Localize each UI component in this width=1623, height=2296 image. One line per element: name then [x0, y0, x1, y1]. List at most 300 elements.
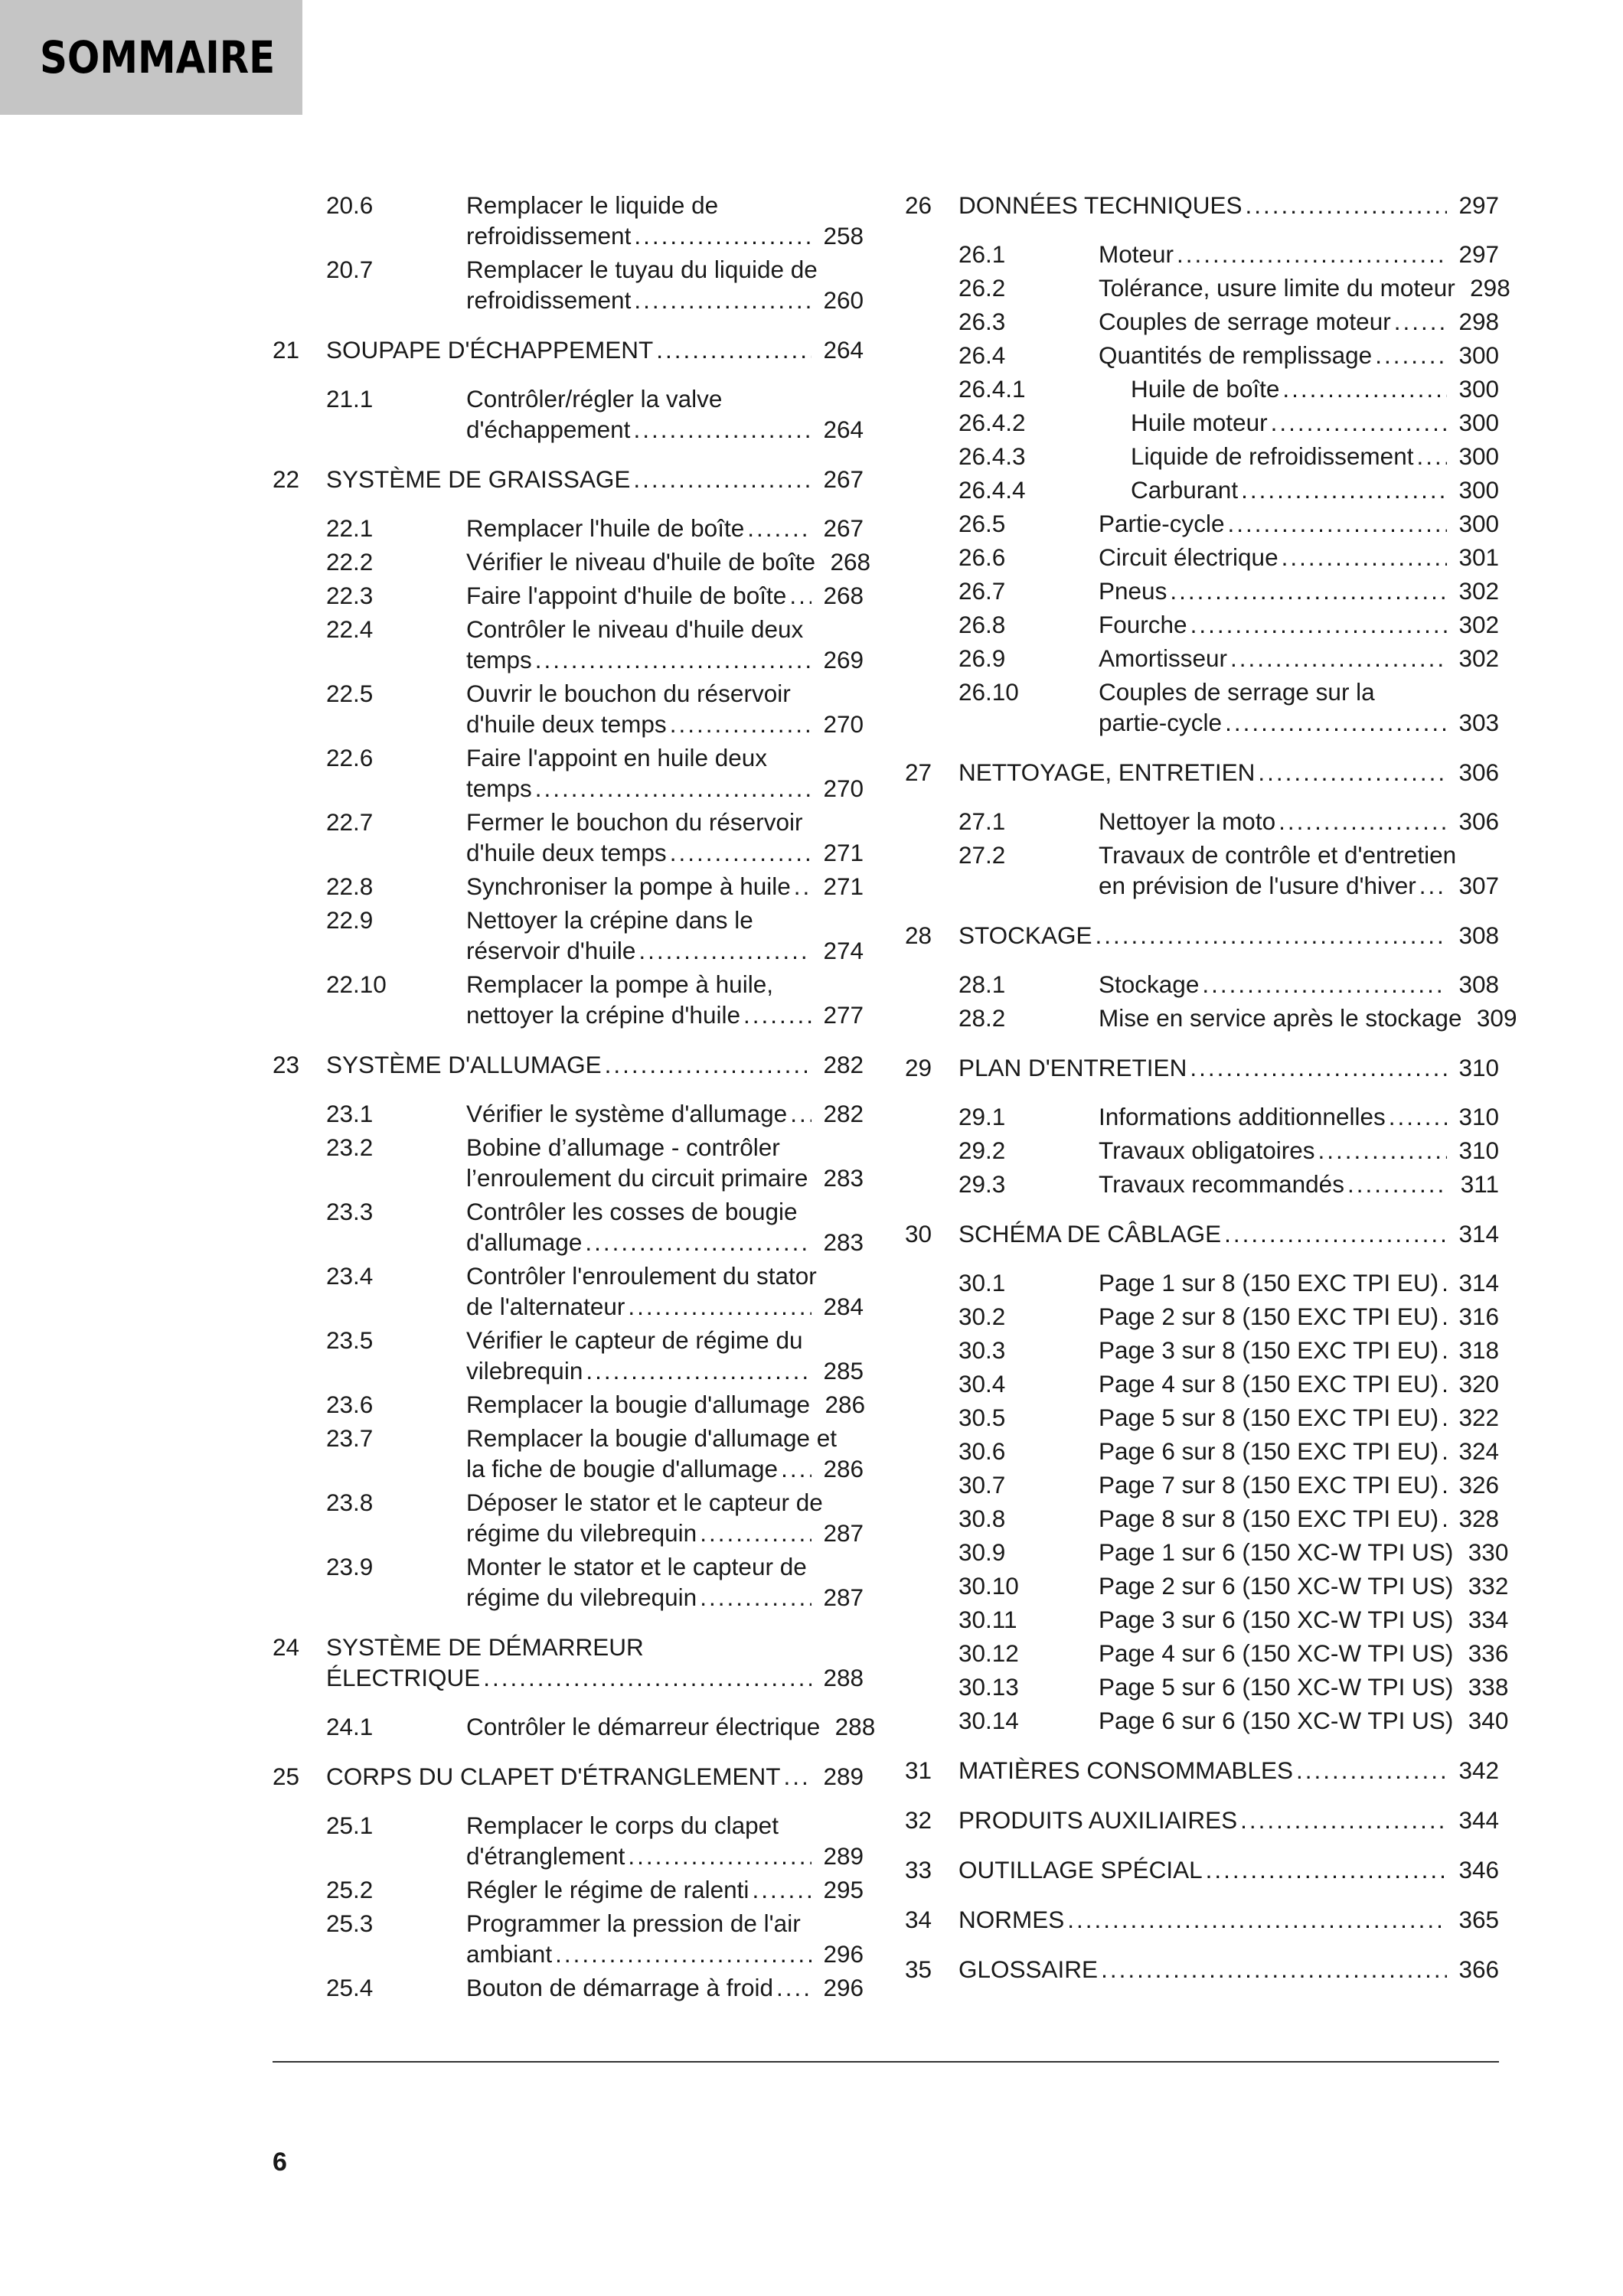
toc-number: 23.2 [326, 1133, 374, 1161]
toc-title-line: Remplacer le corps du clapet [466, 1812, 779, 1839]
toc-number: 22.3 [326, 582, 374, 609]
toc-number: 27.2 [958, 841, 1006, 869]
toc-page-number: 344 [1458, 1806, 1499, 1834]
toc-text [1099, 441, 1499, 471]
toc-title-line: Déposer le stator et le capteur de [466, 1489, 823, 1516]
dot-leader [605, 1049, 812, 1080]
toc-title-line: Page 1 sur 8 (150 EXC TPI EU) [1099, 1269, 1439, 1296]
toc-number: 22.1 [326, 514, 374, 542]
dot-leader [1190, 609, 1447, 640]
toc-text [1099, 1604, 1509, 1635]
toc-entry[interactable] [958, 1135, 1499, 1166]
toc-page-number: 297 [1458, 240, 1499, 268]
toc-entry[interactable] [958, 272, 1510, 303]
toc-number: 30.8 [958, 1505, 1006, 1532]
toc-column-right [905, 190, 1517, 2003]
toc-entry[interactable] [958, 1402, 1499, 1433]
toc-number: 27.1 [958, 807, 1006, 835]
toc-page-number: 267 [823, 465, 864, 493]
toc-title-line: Couples de serrage moteur [1099, 308, 1391, 335]
toc-entry[interactable] [326, 1874, 864, 1905]
toc-entry[interactable] [958, 1169, 1499, 1199]
toc-page-number: 258 [823, 222, 864, 249]
toc-entry[interactable] [326, 1098, 864, 1129]
toc-entry[interactable] [958, 1537, 1509, 1567]
toc-title-line: Contrôler le démarreur électrique [466, 1713, 821, 1740]
toc-entry[interactable] [326, 580, 864, 611]
toc-entry[interactable] [958, 508, 1499, 539]
toc-text [466, 905, 864, 966]
dot-leader [1347, 1169, 1447, 1199]
toc-title-line: MATIÈRES CONSOMMABLES [958, 1756, 1293, 1784]
toc-text [466, 1972, 864, 2003]
toc-entry[interactable] [958, 373, 1499, 404]
toc-entry[interactable] [958, 1503, 1499, 1534]
toc-page-number: 289 [823, 1763, 864, 1790]
toc-entry[interactable] [958, 239, 1499, 269]
toc-entry[interactable] [958, 475, 1499, 505]
toc-entry[interactable] [958, 806, 1499, 837]
toc-entry[interactable] [326, 871, 864, 902]
toc-number: 22.2 [326, 548, 374, 576]
toc-text [958, 1755, 1499, 1786]
toc-page-number: 271 [823, 872, 864, 900]
toc-number: 27 [905, 758, 932, 786]
toc-number: 22.4 [326, 615, 374, 643]
toc-number: 20.6 [326, 191, 374, 219]
toc-entry[interactable] [958, 969, 1499, 1000]
toc-page-number: 267 [823, 514, 864, 542]
toc-entry[interactable] [326, 1810, 864, 1871]
toc-chapter[interactable] [905, 1805, 1499, 1835]
toc-number: 29.3 [958, 1170, 1006, 1198]
dot-leader [633, 414, 812, 445]
toc-text [466, 1551, 864, 1613]
toc-text [958, 1954, 1499, 1985]
toc-entry[interactable] [958, 1003, 1517, 1033]
toc-chapter[interactable] [905, 1904, 1499, 1935]
toc-title-line: Nettoyer la crépine dans le [466, 906, 753, 934]
toc-page-number: 328 [1458, 1505, 1499, 1532]
toc-number: 31 [905, 1756, 932, 1784]
toc-page-number: 316 [1458, 1303, 1499, 1330]
toc-number: 26.1 [958, 240, 1006, 268]
toc-title-line: SYSTÈME DE GRAISSAGE [326, 465, 631, 493]
toc-chapter[interactable] [905, 1218, 1499, 1249]
toc-entry[interactable] [958, 609, 1499, 640]
toc-entry[interactable] [958, 1301, 1499, 1332]
dot-leader [1419, 870, 1447, 901]
dot-leader [776, 1972, 812, 2003]
toc-page-number: 288 [823, 1664, 864, 1691]
toc-number: 24 [273, 1633, 300, 1661]
toc-number: 25 [273, 1763, 300, 1790]
dot-leader [1177, 239, 1447, 269]
toc-number: 21 [273, 336, 300, 364]
toc-page-number: 289 [823, 1842, 864, 1870]
toc-text [1099, 306, 1499, 337]
toc-text [466, 1711, 876, 1742]
toc-title-line: Bobine d’allumage - contrôler [466, 1133, 780, 1161]
toc-number: 30.14 [958, 1707, 1019, 1734]
toc-chapter[interactable] [905, 190, 1499, 220]
toc-title-line: d'allumage [466, 1228, 583, 1256]
toc-title-line: NETTOYAGE, ENTRETIEN [958, 758, 1256, 786]
toc-title-line: refroidissement [466, 222, 632, 249]
toc-text [1099, 272, 1510, 303]
toc-entry[interactable] [958, 576, 1499, 606]
toc-page-number: 277 [823, 1001, 864, 1029]
toc-page-number: 310 [1458, 1137, 1499, 1164]
toc-entry[interactable] [958, 1436, 1499, 1466]
toc-number: 25.2 [326, 1876, 374, 1903]
toc-page-number: 295 [823, 1876, 864, 1903]
dot-leader [784, 1761, 812, 1792]
toc-entry[interactable] [326, 546, 871, 577]
toc-number: 32 [905, 1806, 932, 1834]
toc-title-line: Amortisseur [1099, 644, 1228, 672]
toc-entry[interactable] [326, 1423, 864, 1484]
toc-title-line: refroidissement [466, 286, 632, 314]
toc-page-number: 301 [1458, 543, 1499, 571]
toc-number: 34 [905, 1906, 932, 1933]
toc-page-number: 271 [823, 839, 864, 866]
toc-page-number: 320 [1458, 1370, 1499, 1397]
toc-number: 26.7 [958, 577, 1006, 605]
toc-page-number: 260 [823, 286, 864, 314]
toc-entry[interactable] [958, 407, 1499, 438]
dot-leader [1095, 920, 1447, 951]
toc-entry[interactable] [326, 1711, 876, 1742]
toc-entry[interactable] [958, 542, 1499, 572]
page-title: SOMMAIRE [40, 31, 276, 83]
toc-number: 22.5 [326, 680, 374, 707]
toc-entry[interactable] [326, 1132, 864, 1193]
toc-number: 23.1 [326, 1100, 374, 1127]
toc-page-number: 298 [1458, 308, 1499, 335]
toc-page-number: 303 [1458, 709, 1499, 736]
toc-page-number: 310 [1458, 1103, 1499, 1130]
dot-leader [1190, 1052, 1447, 1083]
toc-chapter[interactable] [905, 1052, 1499, 1083]
toc-entry[interactable] [958, 1469, 1499, 1500]
toc-text [1099, 340, 1499, 370]
toc-entry[interactable] [326, 678, 864, 739]
toc-chapter[interactable] [273, 1049, 864, 1080]
toc-entry[interactable] [326, 1487, 864, 1548]
dot-leader [1318, 1135, 1447, 1166]
toc-page-number: 302 [1458, 644, 1499, 672]
toc-title-line: temps [466, 646, 532, 673]
toc-entry[interactable] [326, 513, 864, 543]
toc-entry[interactable] [326, 742, 864, 804]
toc-chapter[interactable] [905, 1954, 1499, 1985]
toc-entry[interactable] [958, 677, 1499, 738]
toc-title-line: d'étranglement [466, 1842, 625, 1870]
toc-chapter[interactable] [905, 1854, 1499, 1885]
toc-title-line: Bouton de démarrage à froid [466, 1974, 774, 2001]
toc-title-line: d'huile deux temps [466, 710, 667, 738]
toc-text [1099, 1267, 1499, 1298]
toc-entry[interactable] [326, 254, 864, 315]
header-tab [0, 0, 302, 115]
toc-number: 30.2 [958, 1303, 1006, 1330]
toc-number: 22.7 [326, 808, 374, 836]
toc-text [1099, 508, 1499, 539]
toc-page-number: 302 [1458, 611, 1499, 638]
dot-leader [555, 1939, 812, 1969]
toc-text [466, 1389, 864, 1420]
toc-number: 28.2 [958, 1004, 1006, 1032]
toc-title-line: CORPS DU CLAPET D'ÉTRANGLEMENT [326, 1763, 781, 1790]
dot-leader [1224, 1218, 1447, 1249]
toc-entry[interactable] [958, 441, 1499, 471]
toc-page-number: 318 [1458, 1336, 1499, 1364]
toc-text [326, 1632, 864, 1693]
toc-page-number: 296 [823, 1974, 864, 2001]
toc-text [466, 1261, 864, 1322]
toc-title-line: Contrôler le niveau d'huile deux [466, 615, 804, 643]
toc-entry[interactable] [958, 1335, 1499, 1365]
toc-title-line: NORMES [958, 1906, 1065, 1933]
dot-leader [1170, 576, 1447, 606]
toc-page-number: 314 [1458, 1220, 1499, 1247]
toc-entry[interactable] [326, 1551, 864, 1613]
toc-text [326, 334, 864, 365]
toc-entry[interactable] [958, 306, 1499, 337]
toc-page-number: 282 [823, 1051, 864, 1078]
toc-entry[interactable] [958, 1671, 1509, 1702]
toc-page-number: 340 [1468, 1707, 1509, 1734]
dot-leader [1394, 306, 1447, 337]
toc-title-line: Page 6 sur 8 (150 EXC TPI EU) [1099, 1437, 1439, 1465]
toc-entry[interactable] [326, 383, 864, 445]
dot-leader [1240, 1805, 1447, 1835]
toc-page-number: 297 [1458, 191, 1499, 219]
toc-page-number: 274 [823, 937, 864, 964]
toc-page-number: 309 [1476, 1004, 1517, 1032]
dot-leader [700, 1518, 812, 1548]
toc-title-line: Synchroniser la pompe à huile [466, 872, 791, 900]
toc-text [1099, 677, 1499, 738]
toc-entry[interactable] [326, 190, 864, 251]
toc-page-number: 342 [1458, 1756, 1499, 1784]
toc-title-line: Page 3 sur 6 (150 XC-W TPI US) [1099, 1606, 1454, 1633]
toc-number: 26.4.2 [958, 409, 1026, 436]
toc-text [1099, 1135, 1499, 1166]
toc-number: 23.8 [326, 1489, 374, 1516]
toc-title-line: Partie-cycle [1099, 510, 1225, 537]
toc-title-line: ÉLECTRIQUE [326, 1664, 481, 1691]
toc-title-line: DONNÉES TECHNIQUES [958, 191, 1243, 219]
toc-chapter[interactable] [273, 464, 864, 494]
toc-title-line: Faire l'appoint d'huile de boîte [466, 582, 787, 609]
toc-page-number: 346 [1458, 1856, 1499, 1883]
dot-leader [1442, 1301, 1447, 1332]
toc-number: 30 [905, 1220, 932, 1247]
dot-leader [1416, 441, 1447, 471]
toc-entry[interactable] [958, 1101, 1499, 1132]
toc-entry[interactable] [958, 840, 1499, 901]
toc-text [466, 513, 864, 543]
dot-leader [535, 644, 812, 675]
dot-leader [1442, 1436, 1447, 1466]
toc-title-line: vilebrequin [466, 1357, 583, 1384]
dot-leader [1101, 1954, 1447, 1985]
toc-number: 30.11 [958, 1606, 1017, 1633]
dot-leader [1271, 407, 1447, 438]
toc-number: 23.4 [326, 1262, 374, 1290]
dot-leader [1245, 190, 1447, 220]
page-number: 6 [273, 2148, 287, 2177]
toc-number: 22.8 [326, 872, 374, 900]
toc-page-number: 310 [1458, 1054, 1499, 1081]
toc-text [1099, 1436, 1499, 1466]
toc-text [466, 1908, 864, 1969]
toc-entry[interactable] [326, 614, 864, 675]
toc-title-line: l’enroulement du circuit primaire [466, 1164, 808, 1192]
toc-title-line: Page 5 sur 8 (150 EXC TPI EU) [1099, 1404, 1439, 1431]
dot-leader [1442, 1267, 1447, 1298]
toc-entry[interactable] [958, 1368, 1499, 1399]
toc-page-number: 302 [1458, 577, 1499, 605]
toc-title-line: Remplacer le liquide de [466, 191, 719, 219]
toc-entry[interactable] [326, 969, 864, 1030]
toc-page-number: 282 [823, 1100, 864, 1127]
toc-page-number: 365 [1458, 1906, 1499, 1933]
toc-text [1099, 373, 1499, 404]
toc-entry[interactable] [958, 643, 1499, 673]
toc-chapter[interactable] [273, 1632, 864, 1693]
toc-title-line: PRODUITS AUXILIAIRES [958, 1806, 1238, 1834]
toc-title-line: Travaux recommandés [1099, 1170, 1344, 1198]
toc-text [1099, 1671, 1509, 1702]
toc-title-line: d'échappement [466, 416, 631, 443]
toc-chapter[interactable] [905, 757, 1499, 788]
toc-title-line: Huile de boîte [1131, 375, 1280, 403]
toc-title-line: SYSTÈME DE DÉMARREUR [326, 1633, 644, 1661]
toc-title-line: Travaux obligatoires [1099, 1137, 1315, 1164]
dot-leader [1225, 707, 1447, 738]
toc-text [466, 742, 864, 804]
toc-number: 30.13 [958, 1673, 1019, 1701]
toc-title-line: régime du vilebrequin [466, 1519, 697, 1547]
toc-number: 29.1 [958, 1103, 1006, 1130]
dot-leader [634, 220, 812, 251]
toc-title-line: Page 4 sur 6 (150 XC-W TPI US) [1099, 1639, 1454, 1667]
toc-number: 24.1 [326, 1713, 374, 1740]
toc-entry[interactable] [326, 1196, 864, 1257]
toc-number: 30.7 [958, 1471, 1006, 1499]
dot-leader [1202, 969, 1447, 1000]
toc-number: 26.2 [958, 274, 1006, 302]
toc-text [466, 871, 864, 902]
toc-text [1099, 1402, 1499, 1433]
dot-leader [1067, 1904, 1447, 1935]
toc-title-line: Contrôler l'enroulement du stator [466, 1262, 817, 1290]
toc-title-line: Contrôler/régler la valve [466, 385, 723, 413]
toc-chapter[interactable] [273, 1761, 864, 1792]
dot-leader [1228, 508, 1447, 539]
dot-leader [535, 773, 812, 804]
toc-title-line: Carburant [1131, 476, 1239, 504]
dot-leader [633, 464, 812, 494]
dot-leader [794, 871, 812, 902]
toc-title-line: Fermer le bouchon du réservoir [466, 808, 803, 836]
toc-entry[interactable] [326, 905, 864, 966]
dot-leader [700, 1582, 812, 1613]
toc-number: 22 [273, 465, 300, 493]
toc-title-line: Stockage [1099, 970, 1200, 998]
toc-number: 30.1 [958, 1269, 1006, 1296]
toc-entry[interactable] [326, 1325, 864, 1386]
toc-entry[interactable] [326, 1261, 864, 1322]
toc-title-line: PLAN D'ENTRETIEN [958, 1054, 1187, 1081]
toc-text [958, 1904, 1499, 1935]
toc-title-line: Remplacer la bougie d'allumage et [466, 1424, 838, 1452]
toc-title-line: OUTILLAGE SPÉCIAL [958, 1856, 1203, 1883]
toc-title-line: Page 2 sur 6 (150 XC-W TPI US) [1099, 1572, 1454, 1600]
toc-entry[interactable] [958, 1267, 1499, 1298]
toc-title-line: en prévision de l'usure d'hiver [1099, 872, 1416, 899]
toc-entry[interactable] [958, 1705, 1509, 1736]
toc-text [466, 546, 871, 577]
toc-chapter[interactable] [273, 334, 864, 365]
toc-text [466, 1325, 864, 1386]
toc-number: 26.10 [958, 678, 1019, 706]
toc-page-number: 308 [1458, 921, 1499, 949]
toc-title-line: Liquide de refroidissement [1131, 442, 1414, 470]
toc-entry[interactable] [958, 1638, 1509, 1668]
toc-page-number: 300 [1458, 341, 1499, 369]
toc-title-line: Page 6 sur 6 (150 XC-W TPI US) [1099, 1707, 1454, 1734]
toc-number: 30.6 [958, 1437, 1006, 1465]
toc-text [1099, 407, 1499, 438]
toc-title-line: Remplacer la bougie d'allumage [466, 1391, 811, 1418]
toc-text [326, 464, 864, 494]
toc-page-number: 332 [1468, 1572, 1509, 1600]
toc-entry[interactable] [958, 1604, 1509, 1635]
toc-page-number: 306 [1458, 807, 1499, 835]
toc-page-number: 298 [1470, 274, 1510, 302]
toc-page-number: 296 [823, 1940, 864, 1968]
toc-title-line: de l'alternateur [466, 1293, 625, 1320]
toc-entry[interactable] [326, 1908, 864, 1969]
toc-number: 23.3 [326, 1198, 374, 1225]
toc-chapter[interactable] [905, 920, 1499, 951]
toc-number: 26.8 [958, 611, 1006, 638]
toc-text [1099, 1638, 1509, 1668]
toc-chapter[interactable] [905, 1755, 1499, 1786]
toc-text [326, 1761, 864, 1792]
footer-divider [273, 2061, 1499, 2063]
toc-entry[interactable] [326, 1972, 864, 2003]
toc-title-line: Fourche [1099, 611, 1187, 638]
toc-text [466, 1874, 864, 1905]
toc-number: 23.9 [326, 1553, 374, 1580]
dot-leader [789, 580, 812, 611]
toc-page-number: 306 [1458, 758, 1499, 786]
toc-text [1099, 576, 1499, 606]
toc-entry[interactable] [326, 807, 864, 868]
toc-title-line: Tolérance, usure limite du moteur [1099, 274, 1455, 302]
toc-entry[interactable] [958, 340, 1499, 370]
toc-number: 26.4.4 [958, 476, 1026, 504]
toc-entry[interactable] [326, 1389, 864, 1420]
toc-entry[interactable] [958, 1570, 1509, 1601]
toc-title-line: nettoyer la crépine d'huile [466, 1001, 740, 1029]
dot-leader [585, 1227, 812, 1257]
